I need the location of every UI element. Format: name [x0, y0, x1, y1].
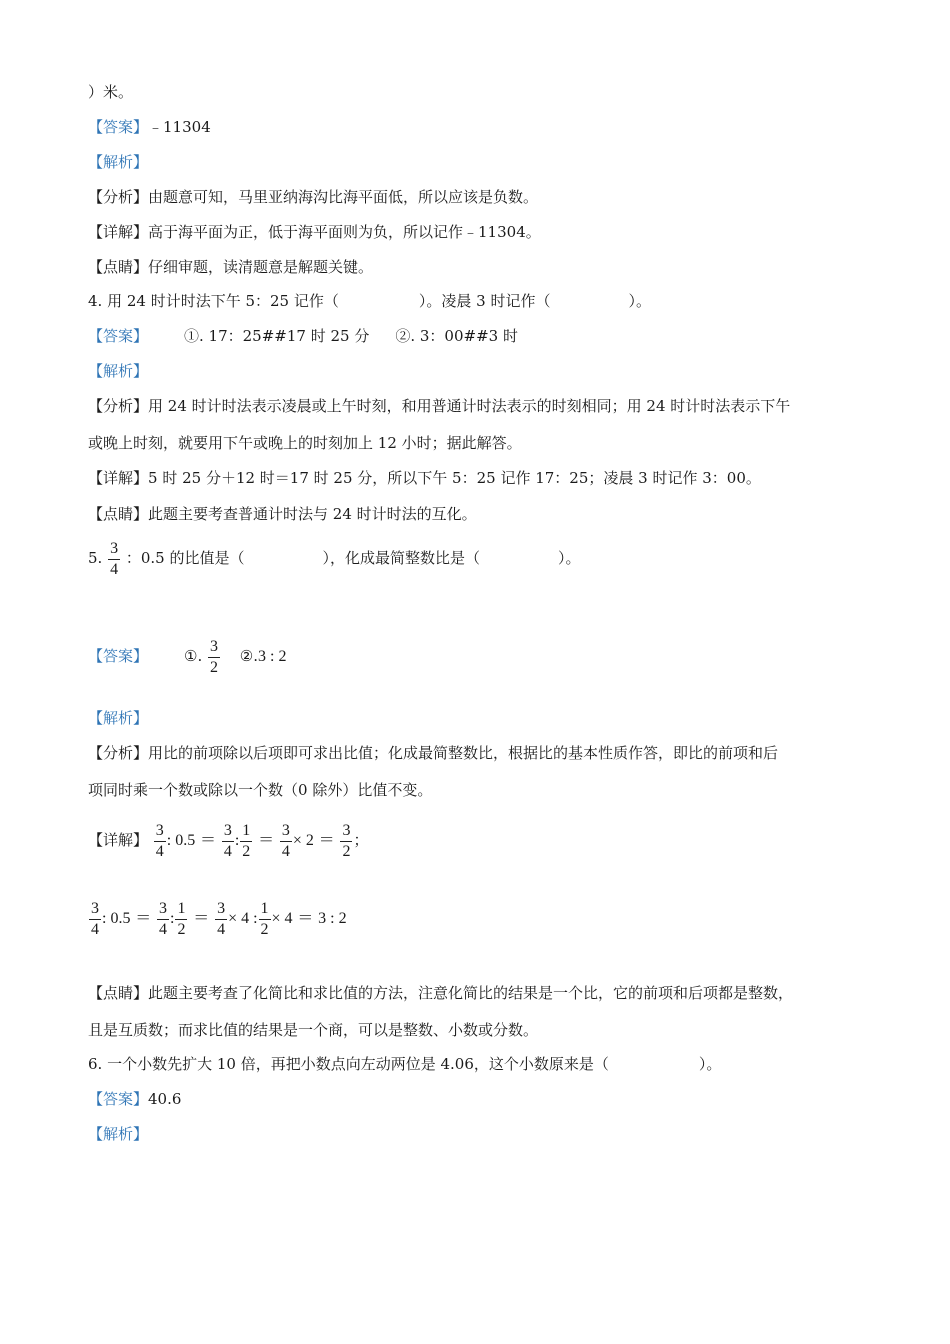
q5-dianjing-2: 且是互质数；而求比值的结果是一个商，可以是整数、小数或分数。 [88, 1021, 539, 1039]
answer-tag: 【答案】 [88, 118, 149, 136]
q4-answer-1: ①. 17：25##17 时 25 分 [184, 327, 370, 345]
q5-question: 5. $\frac{3}{4}$ ：0.5 的比值是（ ），化成最简整数比是（ ）。 [88, 539, 581, 578]
q5-xiangjie-eq2: $\frac{3}{4}$ : 0.5 ＝ $\frac{3}{4}$ : $\frac{1}{2}$ ＝ $\frac{3}{4}$ × 4 : $\frac{1}{2}$ × 4 ＝ 3 : 2 [91, 899, 347, 938]
q4-fenxi-1: 【分析】用 24 时计时法表示凌晨或上午时刻，和用普通计时法表示的时刻相同；用 24 时计时法表示下午 [88, 397, 791, 415]
q5-answer-line: 【答案】 ①. $\frac{3}{2}$ ②.3 : 2 [88, 637, 287, 676]
q5-fenxi-2: 项同时乘一个数或除以一个数（0 除外）比值不变。 [88, 781, 433, 799]
answer-fraction: $\frac{3}{2}$ [210, 637, 219, 676]
q5-answer-2: 3 : 2 [258, 648, 287, 665]
fraction: $\frac{3}{4}$ [110, 539, 119, 578]
q3-dianjing: 【点睛】仔细审题，读清题意是解题关键。 [88, 258, 374, 276]
q4-analysis-tag: 【解析】 [88, 362, 149, 380]
prev-question-tail: ）米。 [88, 83, 134, 101]
q4-answer-line: 【答案】 ①. 17：25##17 时 25 分 ②. 3：00##3 时 [88, 327, 518, 345]
q3-answer-line [88, 117, 211, 137]
q4-question: 4. 用 24 时计时法下午 5：25 记作（ ）。凌晨 3 时记作（ ）。 [88, 292, 651, 310]
q3-analysis-tag: 【解析】 [88, 153, 149, 171]
q6-answer: 40.6 [148, 1090, 182, 1108]
q4-xiangjie: 【详解】5 时 25 分＋12 时＝17 时 25 分，所以下午 5：25 记作 17：25；凌晨 3 时记作 3：00。 [88, 469, 761, 487]
q4-dianjing: 【点睛】此题主要考查普通计时法与 24 时计时法的互化。 [88, 505, 477, 523]
q3-fenxi: 【分析】由题意可知，马里亚纳海沟比海平面低，所以应该是负数。 [88, 188, 539, 206]
q5-analysis-tag: 【解析】 [88, 709, 149, 727]
q6-answer-line: 【答案】40.6 [88, 1090, 182, 1108]
q6-question: 6. 一个小数先扩大 10 倍，再把小数点向左动两位是 4.06，这个小数原来是（ ）。 [88, 1055, 722, 1073]
q3-answer: ﹣11304 [148, 118, 211, 136]
q4-fenxi-2: 或晚上时刻，就要用下午或晚上的时刻加上 12 小时；据此解答。 [88, 434, 522, 452]
q4-answer-2: ②. 3：00##3 时 [395, 327, 518, 345]
q5-dianjing-1: 【点睛】此题主要考查了化简比和求比值的方法，注意化简比的结果是一个比，它的前项和后项都是整数， [88, 984, 794, 1002]
q5-fenxi-1: 【分析】用比的前项除以后项即可求出比值；化成最简整数比，根据比的基本性质作答，即比的前项和后 [88, 744, 779, 762]
q6-analysis-tag: 【解析】 [88, 1125, 149, 1143]
q5-xiangjie-eq1: 【详解】 $\frac{3}{4}$ : 0.5 ＝ $\frac{3}{4}$ : $\frac{1}{2}$ ＝ $\frac{3}{4}$ × 2 ＝ $\frac{3}{2}$ ； [88, 821, 369, 860]
q3-xiangjie: 【详解】高于海平面为正，低于海平面则为负，所以记作﹣11304。 [88, 223, 541, 241]
